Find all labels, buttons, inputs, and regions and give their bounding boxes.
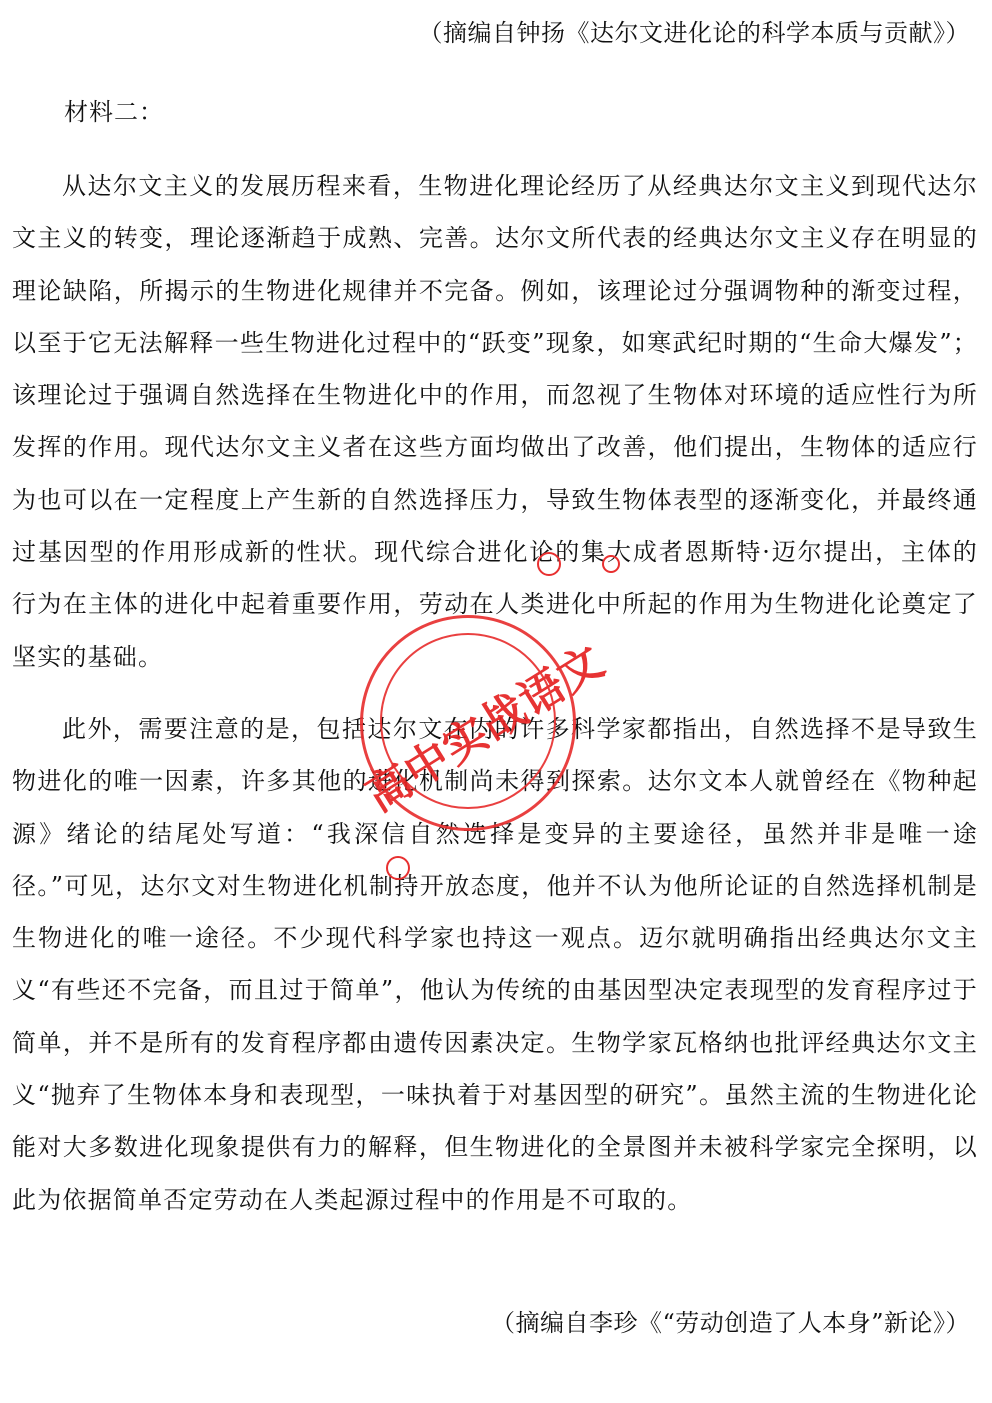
stamp-circle-mark (537, 552, 561, 576)
paragraph: 此外，需要注意的是，包括达尔文在内的许多科学家都指出，自然选择不是导致生物进化的唯一因素，许多其他的进化机制尚未得到探索。达尔文本人就曾经在《物种起源》绪论的结尾处写道：“我深信自然选择是变异的主要途径，虽然并非是唯一途径。”可见，达尔文对生物进化机制持开放态度，他并不认为他所论证的自然选择机制是生物进化的唯一途径。不少现代科学家也持这一观点。迈尔就明确指出经典达尔文主义“有些还不完备，而且过于简单”，他认为传统的由基因型决定表现型的发育程序过于简单，并不是所有的发育程序都由遗传因素决定。生物学家瓦格纳也批评经典达尔文主义“抛弃了生物体本身和表现型，一味执着于对基因型的研究”。虽然主流的生物进化论能对大多数进化现象提供有力的解释，但生物进化的全景图并未被科学家完全探明，以此为依据简单否定劳动在人类起源过程中的作用是不可取的。 (12, 715, 978, 1214)
stamp-circle-mark (602, 555, 620, 573)
paragraph: 从达尔文主义的发展历程来看，生物进化理论经历了从经典达尔文主义到现代达尔文主义的转变，理论逐渐趋于成熟、完善。达尔文所代表的经典达尔文主义存在明显的理论缺陷，所揭示的生物进化规律并不完备。例如，该理论过分强调物种的渐变过程，以至于它无法解释一些生物进化过程中的“跃变”现象，如寒武纪时期的“生命大爆发”；该理论过于强调自然选择在生物进化中的作用，而忽视了生物体对环境的适应性行为所发挥的作用。现代达尔文主义者在这些方面均做出了改善，他们提出，生物体的适应行为也可以在一定程度上产生新的自然选择压力，导致生物体表型的逐渐变化，并最终通过基因型的作用形成新的性状。现代综合进化论的集大成者恩斯特·迈尔提出，主体的行为在主体的进化中起着重要作用，劳动在人类进化中所起的作用为生物进化论奠定了坚实的基础。 (12, 172, 978, 671)
source-citation-bottom: （摘编自李珍《“劳动创造了人本身”新论》） (490, 1309, 970, 1337)
stamp-circle-mark (386, 856, 410, 880)
material-label: 材料二： (64, 98, 164, 126)
source-citation-top: （摘编自钟扬《达尔文进化论的科学本质与贡献》） (418, 19, 970, 47)
stamp-text: 高中实战语文 (357, 635, 614, 822)
